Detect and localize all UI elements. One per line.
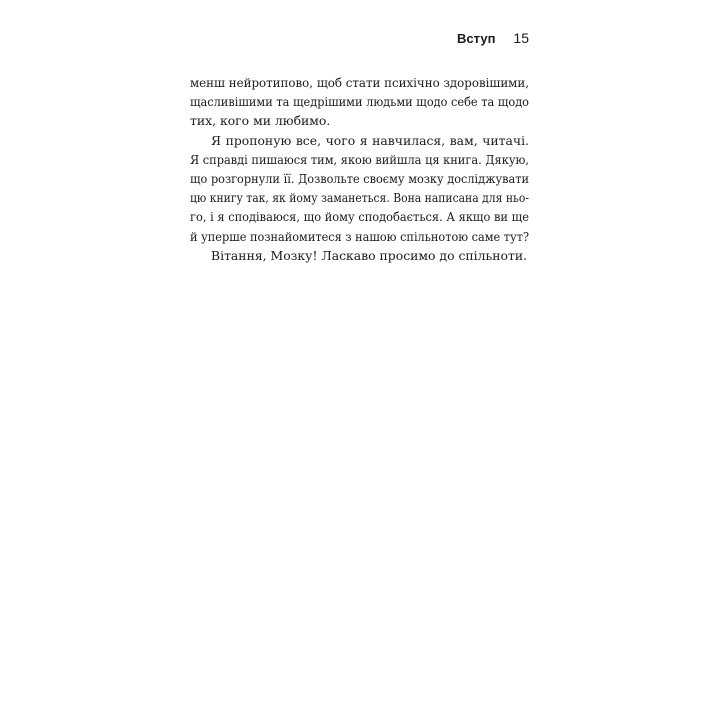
- text-line: Вітання, Мозку! Ласкаво просимо до спільноти.: [211, 247, 528, 263]
- text-line: Я пропоную все, чого я навчилася, вам, читачі.: [211, 132, 529, 148]
- page-number: 15: [513, 30, 529, 46]
- paragraph-3: [190, 246, 529, 265]
- text-line: цю книгу так, як йому заманеться. Вона написана для ньо-: [190, 190, 529, 206]
- paragraph-2: [190, 131, 529, 246]
- text-line: Я справді пишаюся тим, якою вийшла ця книга. Дякую,: [190, 151, 529, 167]
- section-title: Вступ: [457, 31, 496, 46]
- text-line: тих, кого ми любимо.: [190, 113, 331, 129]
- text-line: що розгорнули її. Дозвольте своєму мозку досліджувати: [190, 171, 530, 187]
- text-line: го, і я сподіваюся, що йому сподобається. А якщо ви ще: [190, 209, 530, 225]
- text-line: й уперше познайомитеся з нашою спільнотою саме тут?: [190, 228, 530, 244]
- text-line: менш нейротипово, щоб стати психічно здоровішими,: [190, 75, 529, 90]
- paragraph-1: [190, 73, 529, 131]
- body-text: [190, 73, 529, 265]
- running-head: [190, 30, 529, 46]
- text-line: щасливішими та щедрішими людьми щодо себе та щодо: [190, 94, 529, 110]
